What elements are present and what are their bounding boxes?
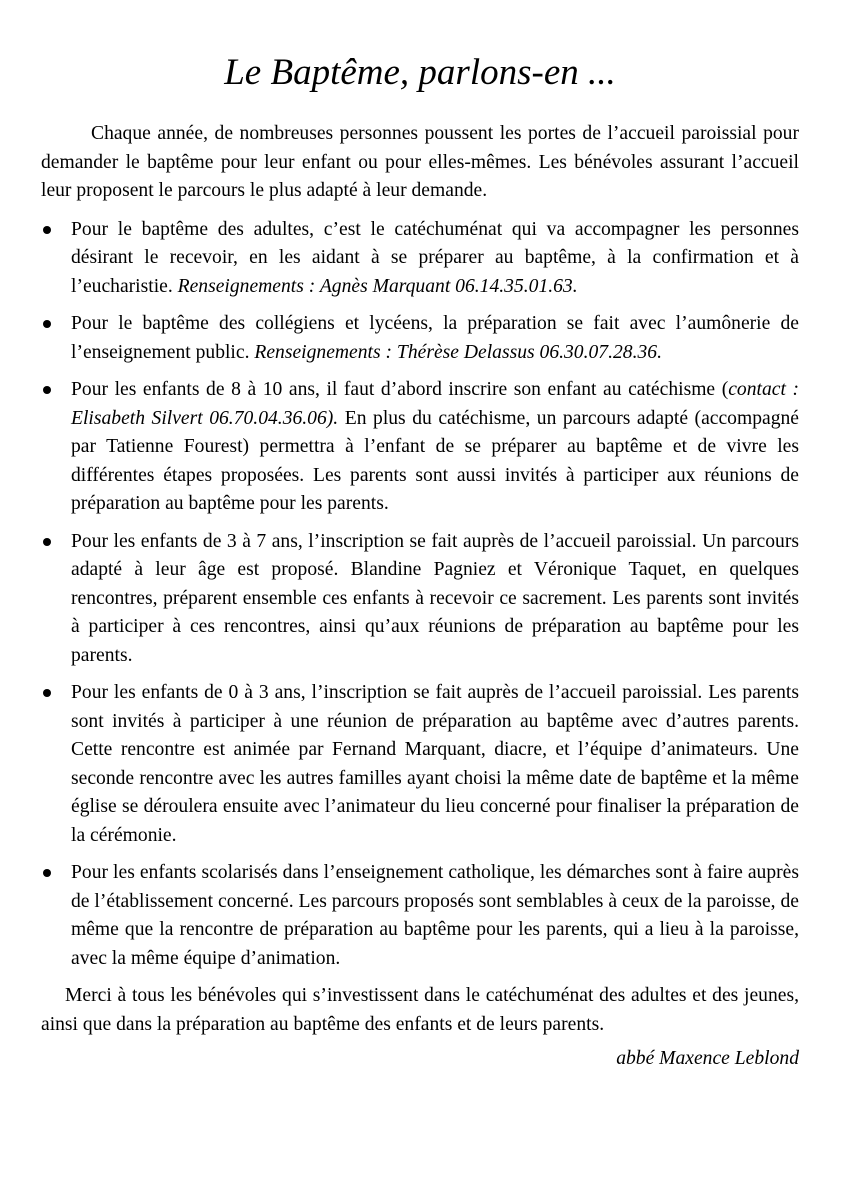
list-item-text: Pour les enfants de 8 à 10 ans, il faut d’abord inscrire son enfant au catéchisme ( — [71, 379, 729, 400]
page-title: Le Baptême, parlons-en ... — [224, 52, 616, 93]
baptism-options-list — [41, 216, 799, 974]
contact-info: Renseignements : Thérèse Delassus 06.30.07.28.36. — [254, 341, 662, 363]
bullet-icon — [43, 689, 51, 697]
bullet-icon — [43, 386, 51, 394]
bullet-icon — [43, 226, 51, 234]
list-item-text: Pour le baptême des adultes, c’est le catéchuménat qui va accompagner les personnes désirant le recevoir, en les aidant à se préparer au baptême, à la confirmation et à l’eucharistie. — [71, 218, 799, 297]
document-page — [41, 0, 799, 1074]
list-item-text: Pour le baptême des collégiens et lycéens, la préparation se fait avec l’aumônerie de l’enseignement public. — [71, 313, 799, 363]
list-item-text: Pour les enfants de 0 à 3 ans, l’inscription se fait auprès de l’accueil paroissial. Les parents sont invités à participer à une réunion de préparation au baptême avec d’autres parents. Cette rencontre est animée par Fernand Marquant, diacre, et l’équipe d’animateurs. Une seconde rencontre avec les autres familles ayant choisi la même date de baptême et la même église se déroulera ensuite avec l’animateur du lieu concerné pour finaliser la préparation de la cérémonie. — [71, 682, 799, 846]
intro-paragraph: Chaque année, de nombreuses personnes poussent les portes de l’accueil paroissial pour demander le baptême pour leur enfant ou pour elles-mêmes. Les bénévoles assurant l’accueil leur proposent le parcours le plus adapté à leur demande. — [41, 123, 799, 201]
list-item-children-8-10 — [41, 376, 799, 519]
list-item-text: En plus du catéchisme, un parcours adapté (accompagné par Tatienne Fourest) permettra à l’enfant de se préparer au baptême et de vivre les différentes étapes proposées. Les parents sont aussi invités à participer aux réunions de préparation au baptême pour les parents. — [71, 407, 799, 514]
list-item-catholic-schools — [41, 859, 799, 973]
contact-info: contact : Elisabeth Silvert 06.70.04.36.06). — [71, 379, 799, 429]
closing-paragraph: Merci à tous les bénévoles qui s’investissent dans le catéchuménat des adultes et des jeunes, ainsi que dans la préparation au baptême des enfants et de leurs parents. — [41, 985, 799, 1035]
list-item-students — [41, 310, 799, 367]
bullet-icon — [43, 320, 51, 328]
bullet-icon — [43, 869, 51, 877]
list-item-text: Pour les enfants scolarisés dans l’enseignement catholique, les démarches sont à faire auprès de l’établissement concerné. Les parcours proposés sont semblables à ceux de la paroisse, de même que la rencontre de préparation au baptême pour les parents, qui a lieu à la paroisse, avec la même équipe d’animation. — [71, 862, 799, 969]
list-item-children-0-3 — [41, 679, 799, 850]
signature: abbé Maxence Leblond — [616, 1048, 799, 1069]
list-item-text: Pour les enfants de 3 à 7 ans, l’inscription se fait auprès de l’accueil paroissial. Un parcours adapté à leur âge est proposé. Blandine Pagniez et Véronique Taquet, en quelques rencontres, préparent ensemble ces enfants à recevoir ce sacrement. Les parents sont invités à participer à ces rencontres, ainsi qu’aux réunions de préparation au baptême pour les parents. — [71, 530, 799, 666]
list-item-children-3-7 — [41, 528, 799, 671]
bullet-icon — [43, 538, 51, 546]
list-item-adults — [41, 216, 799, 302]
contact-info: Renseignements : Agnès Marquant 06.14.35.01.63. — [177, 275, 578, 297]
